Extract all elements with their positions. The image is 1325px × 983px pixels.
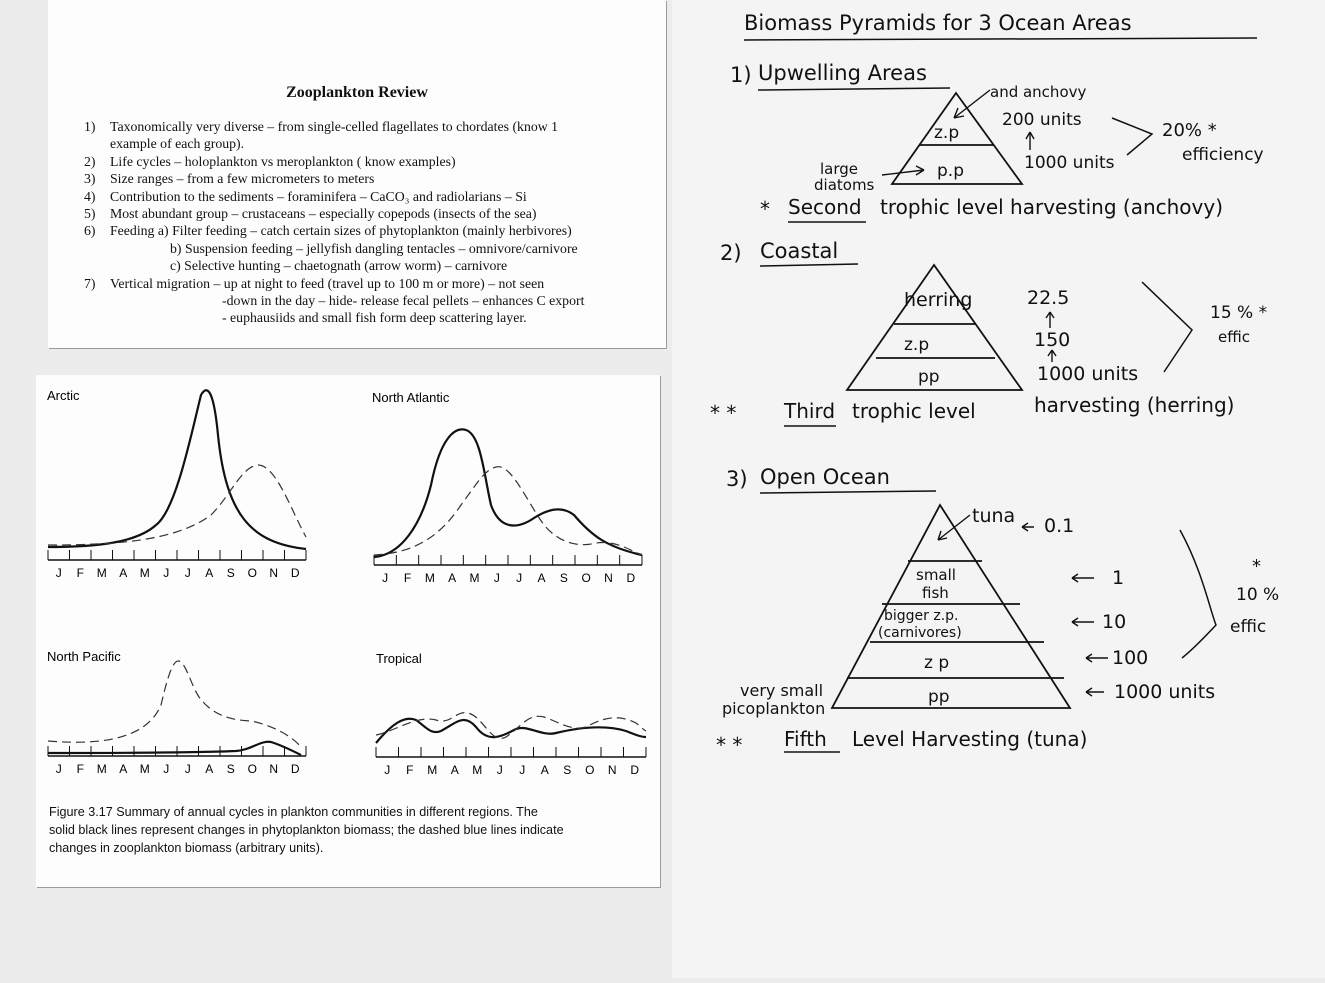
tuna-label: tuna bbox=[972, 505, 1016, 527]
month-label: S bbox=[563, 763, 572, 777]
month-label: A bbox=[119, 566, 128, 580]
review-item: 2) Life cycles – holoplankton vs meroplankton ( know examples) bbox=[84, 153, 456, 169]
footer-text: Level Harvesting (tuna) bbox=[852, 727, 1088, 751]
panel-title: North Atlantic bbox=[372, 390, 450, 405]
month-label: A bbox=[205, 762, 214, 776]
section-number: 3) bbox=[726, 467, 748, 491]
month-label: A bbox=[119, 762, 128, 776]
left-arrow-icon bbox=[1072, 618, 1094, 626]
unit-value: 1000 units bbox=[1024, 153, 1115, 173]
unit-value: 200 units bbox=[1002, 110, 1082, 130]
month-label: A bbox=[450, 763, 459, 777]
month-label: D bbox=[290, 762, 300, 776]
up-arrow-icon bbox=[1026, 132, 1034, 150]
unit-value: 1 bbox=[1112, 567, 1125, 589]
pyramid-level: herring bbox=[904, 289, 973, 311]
biomass-pyramid-notes bbox=[672, 0, 1325, 978]
left-arrow-icon bbox=[1022, 523, 1034, 531]
month-label: S bbox=[226, 762, 235, 776]
month-label: N bbox=[269, 566, 279, 580]
month-label: J bbox=[55, 566, 62, 580]
footer-star: * bbox=[760, 197, 770, 221]
picoplankton-label: picoplankton bbox=[722, 699, 826, 718]
unit-value: 10 bbox=[1102, 611, 1127, 633]
left-arrow-icon bbox=[1086, 654, 1108, 662]
month-label: S bbox=[226, 566, 235, 580]
month-label: M bbox=[472, 763, 483, 777]
month-label: F bbox=[403, 571, 412, 585]
notes-canvas bbox=[672, 0, 1325, 978]
phytoplankton-line bbox=[48, 390, 306, 549]
review-item: 6) Feeding a) Filter feeding – catch certain sizes of phytoplankton (mainly herbivores) b) Suspension feeding – jellyfish dangling tentacles – omnivore/carnivore c) Selective hunting – chaetognath (arrow worm) – carnivore bbox=[84, 223, 578, 274]
open-ocean-pyramid bbox=[832, 505, 1070, 708]
plankton-cycles-figure bbox=[36, 375, 660, 887]
caption-line: Figure 3.17 Summary of annual cycles in plankton communities in different regions. The bbox=[49, 805, 538, 819]
month-label: N bbox=[269, 762, 279, 776]
efficiency-star: * bbox=[1252, 556, 1261, 577]
review-item: 4) Contribution to the sediments – foraminifera – CaCO₃ and radiolarians – Si bbox=[84, 188, 527, 204]
review-title: Zooplankton Review bbox=[286, 84, 428, 101]
pyramid-level: small bbox=[916, 566, 956, 584]
month-label: M bbox=[139, 762, 150, 776]
pyramid-level: z.p bbox=[904, 335, 930, 355]
footer-star: * * bbox=[716, 733, 743, 757]
footer-emphasis: Fifth bbox=[784, 727, 827, 751]
phytoplankton-line bbox=[374, 429, 642, 557]
month-axis bbox=[48, 550, 306, 580]
unit-value: 150 bbox=[1034, 329, 1071, 351]
month-label: J bbox=[493, 571, 500, 585]
diatoms-label: large bbox=[820, 160, 859, 178]
bracket-icon bbox=[1112, 118, 1152, 155]
arrow-icon bbox=[938, 515, 970, 540]
pyramid-level: z p bbox=[924, 653, 950, 673]
caption-line: solid black lines represent changes in phytoplankton biomass; the dashed blue lines indicate bbox=[49, 823, 564, 837]
footer-text: trophic level bbox=[852, 399, 976, 423]
up-arrow-icon bbox=[1046, 312, 1054, 328]
month-label: M bbox=[139, 566, 150, 580]
unit-value: 1000 units bbox=[1114, 681, 1216, 703]
review-item: 7) Vertical migration – up at night to feed (travel up to 100 m or more) – not seen -down in the day – hide- release fecal pellets – enhances C export - euphausiids and small fish form deep scattering layer. bbox=[84, 275, 585, 326]
month-axis bbox=[374, 555, 642, 585]
efficiency-value: 15 % * bbox=[1210, 303, 1268, 323]
month-label: D bbox=[630, 763, 640, 777]
month-label: A bbox=[540, 763, 549, 777]
footer-text: trophic level harvesting (anchovy) bbox=[880, 195, 1224, 219]
title-underline bbox=[744, 38, 1257, 40]
month-label: J bbox=[55, 762, 62, 776]
unit-value: 1000 units bbox=[1037, 363, 1139, 385]
month-label: S bbox=[559, 571, 568, 585]
pyramid-level: p.p bbox=[937, 161, 964, 181]
month-axis bbox=[376, 747, 646, 777]
up-arrow-icon bbox=[1048, 350, 1056, 362]
footer-text: harvesting (herring) bbox=[1034, 393, 1235, 417]
zooplankton-line bbox=[48, 465, 306, 545]
efficiency-label: effic bbox=[1230, 617, 1267, 637]
heading-underline bbox=[758, 88, 950, 90]
month-label: N bbox=[607, 763, 617, 777]
left-arrow-icon bbox=[1072, 574, 1094, 582]
month-label: J bbox=[184, 566, 191, 580]
pyramid-level: (carnivores) bbox=[878, 625, 962, 641]
left-arrow-icon bbox=[1086, 688, 1104, 696]
zooplankton-line bbox=[374, 467, 642, 555]
pyramid-level: bigger z.p. bbox=[884, 608, 959, 624]
month-label: O bbox=[247, 566, 257, 580]
pyramid-level: pp bbox=[928, 687, 950, 707]
month-label: A bbox=[537, 571, 546, 585]
coastal-heading: Coastal bbox=[760, 239, 839, 263]
review-list bbox=[84, 118, 654, 327]
upwelling-heading: Upwelling Areas bbox=[758, 61, 927, 85]
footer-star: * * bbox=[710, 401, 737, 425]
month-label: A bbox=[448, 571, 457, 585]
panel-title: Tropical bbox=[376, 651, 422, 666]
month-label: J bbox=[384, 763, 391, 777]
month-label: J bbox=[496, 763, 503, 777]
month-label: O bbox=[585, 763, 595, 777]
month-label: D bbox=[290, 566, 300, 580]
caption-line: changes in zooplankton biomass (arbitrary units). bbox=[49, 841, 324, 855]
unit-value: 22.5 bbox=[1027, 287, 1070, 309]
month-label: F bbox=[76, 762, 84, 776]
month-label: O bbox=[581, 571, 591, 585]
footer-emphasis: Second bbox=[788, 195, 862, 219]
anchovy-label: and anchovy bbox=[990, 83, 1087, 101]
section-number: 1) bbox=[730, 63, 752, 87]
picoplankton-label: very small bbox=[740, 681, 824, 700]
plankton-cycle-charts bbox=[36, 375, 660, 800]
panel-north-atlantic bbox=[372, 390, 642, 585]
efficiency-value: 20% * bbox=[1162, 120, 1217, 141]
section-number: 2) bbox=[720, 241, 742, 265]
footer-emphasis: Third bbox=[784, 399, 836, 423]
month-label: D bbox=[626, 571, 636, 585]
month-label: M bbox=[469, 571, 480, 585]
review-item: 3) Size ranges – from a few micrometers to meters bbox=[84, 171, 375, 187]
bracket-icon bbox=[1180, 530, 1216, 658]
panel-north-pacific bbox=[47, 649, 306, 776]
month-label: J bbox=[163, 566, 170, 580]
phytoplankton-line bbox=[376, 719, 646, 743]
figure-caption bbox=[49, 803, 649, 857]
month-label: F bbox=[406, 763, 414, 777]
review-item: 1) Taxonomically very diverse – from single-celled flagellates to chordates (know 1 example of each group). bbox=[84, 119, 559, 152]
month-label: F bbox=[76, 566, 84, 580]
panel-title: Arctic bbox=[47, 388, 80, 403]
pyramid-level: fish bbox=[922, 584, 949, 602]
zooplankton-review-sheet bbox=[48, 0, 666, 348]
month-label: J bbox=[184, 762, 191, 776]
month-label: M bbox=[96, 762, 107, 776]
bracket-icon bbox=[1142, 282, 1192, 372]
month-label: J bbox=[163, 762, 170, 776]
zooplankton-line bbox=[48, 661, 301, 747]
month-label: O bbox=[247, 762, 257, 776]
pyramid-level: pp bbox=[918, 367, 940, 387]
panel-tropical bbox=[376, 651, 646, 777]
month-label: M bbox=[427, 763, 438, 777]
month-label: N bbox=[604, 571, 613, 585]
month-label: A bbox=[205, 566, 214, 580]
efficiency-label: effic bbox=[1218, 328, 1250, 346]
month-label: J bbox=[519, 763, 526, 777]
zooplankton-line bbox=[376, 713, 646, 739]
panel-title: North Pacific bbox=[47, 649, 121, 664]
heading-underline bbox=[760, 264, 858, 266]
diatoms-label: diatoms bbox=[814, 176, 875, 194]
unit-value: 0.1 bbox=[1044, 515, 1075, 537]
heading-underline bbox=[760, 491, 936, 493]
notes-title: Biomass Pyramids for 3 Ocean Areas bbox=[744, 11, 1132, 35]
pyramid-level: z.p bbox=[934, 123, 960, 143]
month-label: J bbox=[516, 571, 523, 585]
month-label: J bbox=[382, 571, 389, 585]
open-ocean-heading: Open Ocean bbox=[760, 465, 890, 489]
efficiency-value: 10 % bbox=[1236, 585, 1280, 605]
unit-value: 100 bbox=[1112, 647, 1149, 669]
efficiency-label: efficiency bbox=[1182, 145, 1264, 165]
month-label: M bbox=[424, 571, 435, 585]
month-label: M bbox=[96, 566, 107, 580]
panel-arctic bbox=[47, 388, 306, 580]
month-axis bbox=[48, 746, 306, 776]
review-item: 5) Most abundant group – crustaceans – especially copepods (insects of the sea) bbox=[84, 206, 537, 222]
